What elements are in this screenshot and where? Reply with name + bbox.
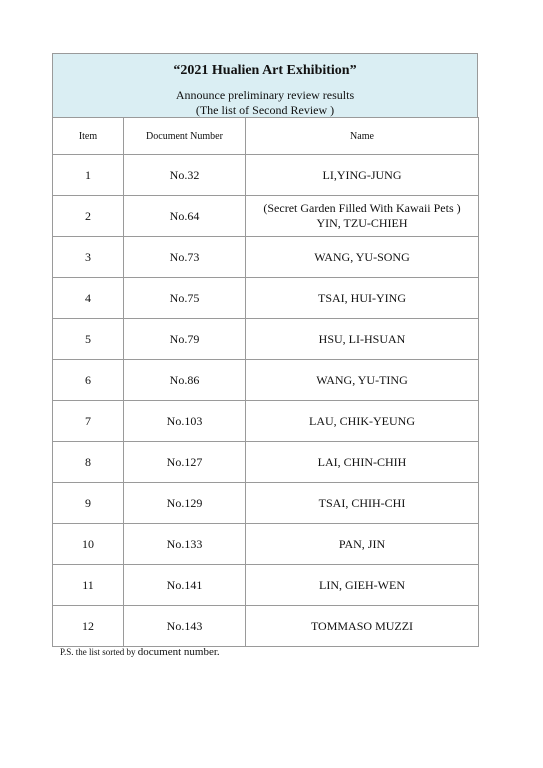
artist-name: PAN, JIN — [338, 536, 386, 551]
table-row — [53, 442, 479, 483]
column-header-document-number: Document Number — [124, 118, 246, 155]
item-cell: 10 — [53, 524, 124, 565]
name-cell — [246, 442, 479, 483]
document-number-cell: No.129 — [124, 483, 246, 524]
artist-name: LAI, CHIN-CHIH — [317, 454, 407, 469]
name-cell — [246, 606, 479, 647]
item-cell: 11 — [53, 565, 124, 606]
name-cell — [246, 483, 479, 524]
table-row — [53, 483, 479, 524]
document-number-cell: No.143 — [124, 606, 246, 647]
document-number-cell: No.141 — [124, 565, 246, 606]
item-cell: 2 — [53, 196, 124, 237]
artist-name: TSAI, HUI-YING — [318, 290, 406, 305]
review-list-name: (The list of Second Review ) — [195, 103, 335, 117]
column-header-name: Name — [246, 118, 479, 155]
name-cell — [246, 524, 479, 565]
item-cell: 3 — [53, 237, 124, 278]
table-row — [53, 155, 479, 196]
table-row — [53, 360, 479, 401]
item-cell: 6 — [53, 360, 124, 401]
name-cell — [246, 360, 479, 401]
results-table — [52, 117, 479, 647]
table-row — [53, 606, 479, 647]
artist-name: LAU, CHIK-YEUNG — [309, 413, 415, 428]
document-number-cell: No.64 — [124, 196, 246, 237]
artist-name: TSAI, CHIH-CHI — [318, 495, 406, 510]
artist-name: HSU, LI-HSUAN — [318, 331, 406, 346]
item-cell: 7 — [53, 401, 124, 442]
announcement-subtitle: Announce preliminary review results — [175, 88, 355, 102]
artist-name: YIN, TZU-CHIEH — [316, 216, 408, 230]
artist-name: WANG, YU-SONG — [314, 249, 410, 264]
table-row — [53, 237, 479, 278]
table-row — [53, 278, 479, 319]
table-row — [53, 319, 479, 360]
item-cell: 9 — [53, 483, 124, 524]
name-cell — [246, 237, 479, 278]
footnote — [60, 646, 220, 658]
artist-name: LI,YING-JUNG — [322, 167, 402, 182]
name-cell — [246, 565, 479, 606]
document-number-cell: No.32 — [124, 155, 246, 196]
exhibition-title: “2021 Hualien Art Exhibition” — [173, 63, 357, 78]
artist-name: WANG, YU-TING — [316, 372, 408, 387]
work-title: (Secret Garden Filled With Kawaii Pets ) — [263, 201, 461, 215]
document-number-cell: No.75 — [124, 278, 246, 319]
item-cell: 8 — [53, 442, 124, 483]
document-number-cell: No.103 — [124, 401, 246, 442]
name-cell — [246, 155, 479, 196]
item-cell: 4 — [53, 278, 124, 319]
table-row — [53, 565, 479, 606]
document-number-cell: No.73 — [124, 237, 246, 278]
results-sheet — [52, 53, 478, 647]
name-cell — [246, 401, 479, 442]
footnote-prefix: P.S. the list sorted by — [60, 647, 138, 657]
name-cell — [246, 278, 479, 319]
footnote-emphasis: document number. — [137, 646, 220, 658]
header-banner — [52, 53, 478, 117]
document-number-cell: No.86 — [124, 360, 246, 401]
table-row — [53, 401, 479, 442]
artist-name: LIN, GIEH-WEN — [319, 577, 405, 592]
document-number-cell: No.127 — [124, 442, 246, 483]
column-header-item: Item — [53, 118, 124, 155]
table-header-row — [53, 118, 479, 155]
artist-name: TOMMASO MUZZI — [310, 618, 414, 633]
name-cell — [246, 196, 479, 237]
name-cell — [246, 319, 479, 360]
document-number-cell: No.79 — [124, 319, 246, 360]
document-number-cell: No.133 — [124, 524, 246, 565]
item-cell: 5 — [53, 319, 124, 360]
item-cell: 1 — [53, 155, 124, 196]
table-row — [53, 524, 479, 565]
item-cell: 12 — [53, 606, 124, 647]
table-row — [53, 196, 479, 237]
